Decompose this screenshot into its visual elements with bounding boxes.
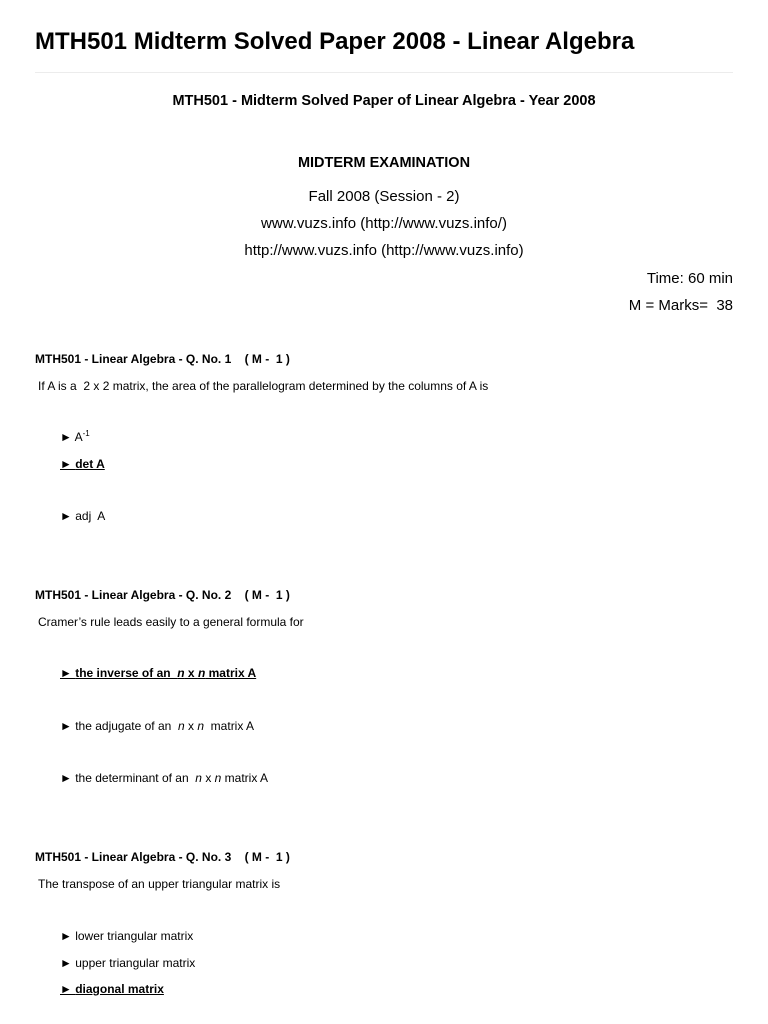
option-text: x (201, 771, 215, 785)
question-1-heading: MTH501 - Linear Algebra - Q. No. 1 ( M - 1 ) (35, 352, 290, 366)
question-2-option-1-correct (60, 665, 256, 681)
option-text: the inverse of an (75, 666, 178, 680)
question-1-option-2-correct (60, 456, 105, 472)
page-title: MTH501 Midterm Solved Paper 2008 - Linear Algebra (35, 28, 635, 55)
exam-session: Fall 2008 (Session - 2) (308, 188, 460, 205)
site-link-1[interactable]: www.vuzs.info (http://www.vuzs.info/) (261, 215, 507, 232)
exam-marks: M = Marks= 38 (628, 297, 733, 314)
option-text: lower triangular matrix (75, 929, 194, 943)
question-3-heading: MTH501 - Linear Algebra - Q. No. 3 ( M - 1 ) (35, 850, 290, 864)
question-2-text: Cramer’s rule leads easily to a general formula for (38, 615, 304, 629)
question-2-heading: MTH501 - Linear Algebra - Q. No. 2 ( M - 1 ) (35, 588, 290, 602)
question-3-text: The transpose of an upper triangular matrix is (38, 877, 281, 891)
question-1-option-3 (60, 508, 105, 524)
option-marker: ► (60, 509, 76, 523)
option-text: det A (75, 457, 105, 471)
option-superscript: -1 (82, 429, 90, 438)
paper-subtitle: MTH501 - Midterm Solved Paper of Linear Algebra - Year 2008 (172, 93, 596, 109)
question-3-option-3-correct (60, 981, 164, 997)
question-2-option-2 (60, 718, 254, 734)
option-marker: ► (60, 929, 76, 943)
option-text: A (74, 430, 83, 444)
question-1-text: If A is a 2 x 2 matrix, the area of the parallelogram determined by the columns of A is (38, 379, 489, 393)
option-marker: ► (60, 956, 76, 970)
option-marker: ► (60, 771, 76, 785)
option-text: diagonal matrix (75, 982, 164, 996)
site-link-2[interactable]: http://www.vuzs.info (http://www.vuzs.info) (244, 242, 524, 259)
option-marker: ► (60, 457, 76, 471)
option-variable: n (197, 719, 205, 733)
exam-time: Time: 60 min (646, 270, 733, 287)
option-marker: ► (60, 430, 75, 444)
question-1-option-1 (60, 429, 90, 445)
option-text: the adjugate of an (75, 719, 178, 733)
option-text: matrix A (205, 666, 257, 680)
option-variable: n (177, 719, 185, 733)
question-3-option-2 (60, 955, 195, 971)
option-text: adj A (75, 509, 106, 523)
exam-heading: MIDTERM EXAMINATION (297, 155, 471, 171)
title-divider (35, 72, 733, 73)
option-variable: n (195, 771, 202, 785)
option-text: x (184, 719, 198, 733)
option-variable: n (214, 771, 222, 785)
option-text: the determinant of an (75, 771, 196, 785)
option-text: x (184, 666, 198, 680)
option-variable: n (177, 666, 185, 680)
option-text: upper triangular matrix (75, 956, 196, 970)
option-marker: ► (60, 666, 76, 680)
option-text: matrix A (221, 771, 269, 785)
option-text: matrix A (204, 719, 255, 733)
option-variable: n (197, 666, 206, 680)
option-marker: ► (60, 982, 76, 996)
option-marker: ► (60, 719, 76, 733)
question-3-option-1 (60, 928, 193, 944)
question-2-option-3 (60, 770, 268, 786)
